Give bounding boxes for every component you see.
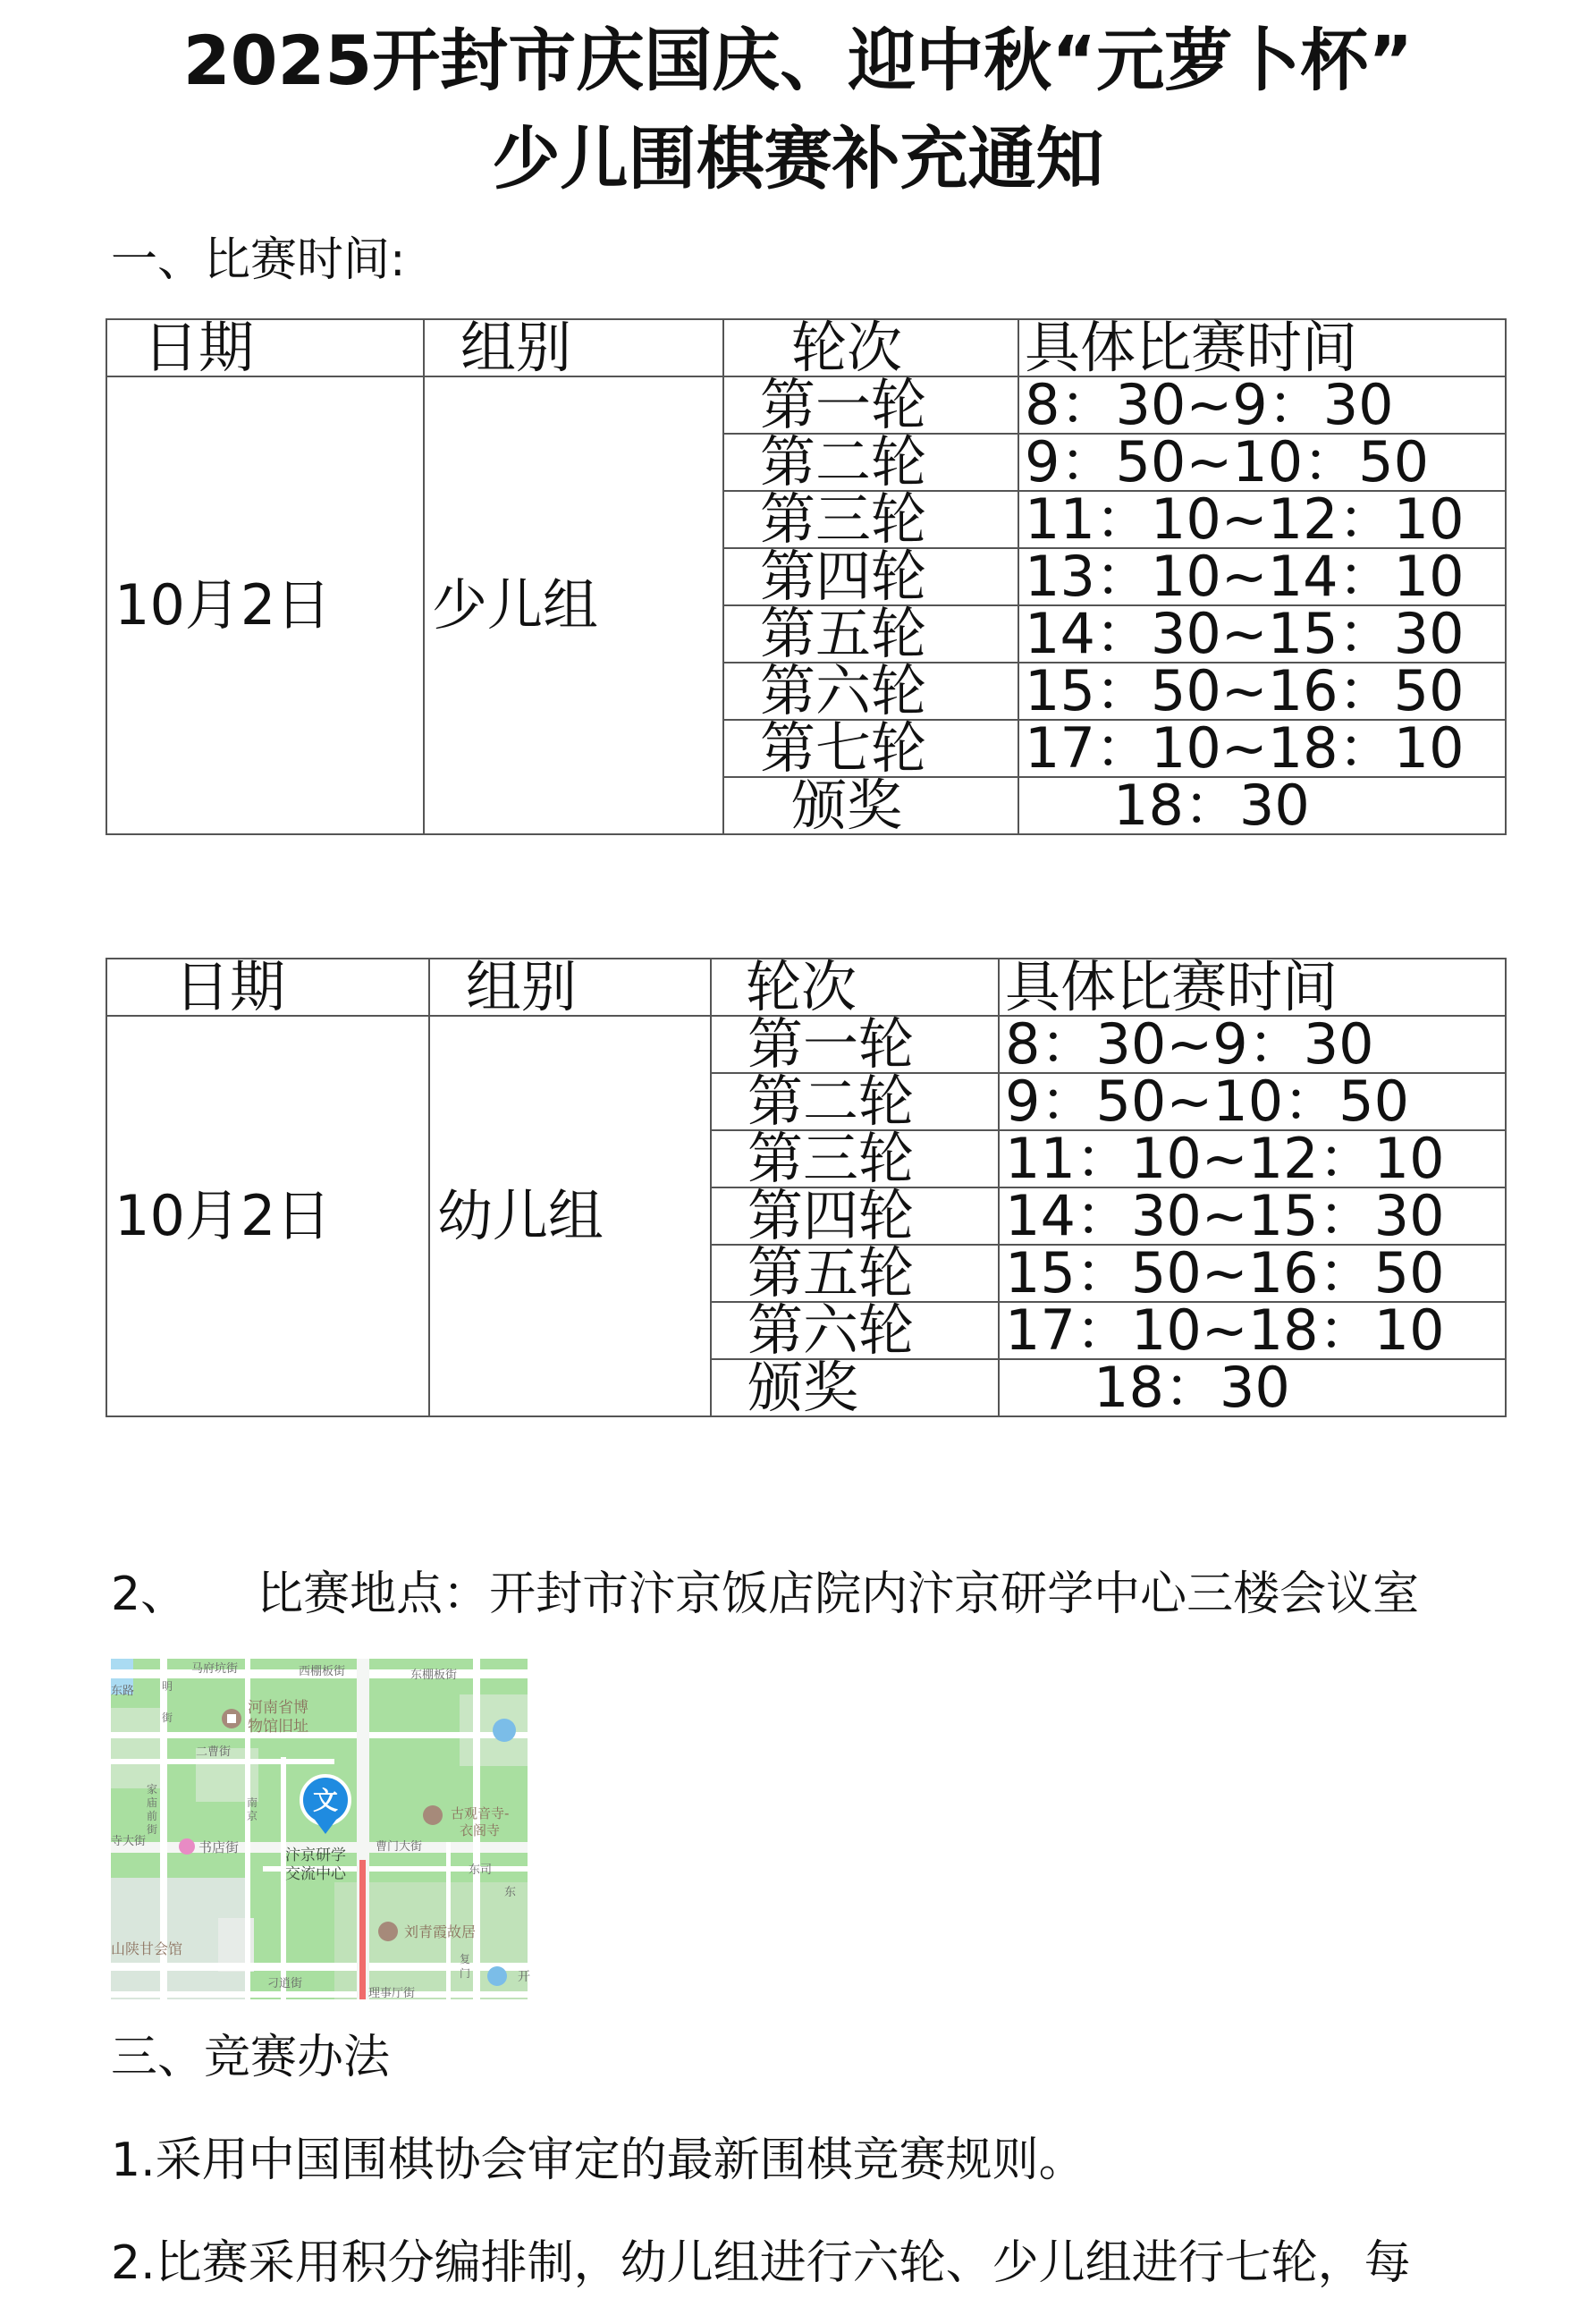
map-label: 街: [147, 1823, 158, 1836]
schedule-table-youth: [106, 315, 1507, 838]
map-road: [111, 1732, 528, 1738]
map-label: 京: [247, 1810, 258, 1822]
map-canvas: [111, 1659, 528, 1999]
map-label: 东棚板街: [410, 1669, 458, 1682]
round-cell: 第七轮: [723, 720, 1018, 777]
title-line-2: 少儿围棋赛补充通知: [492, 119, 1104, 199]
round-cell: 第一轮: [711, 1016, 999, 1073]
map-label: 汴京研学: [285, 1846, 346, 1864]
time-cell: 9：50~10：50: [999, 1073, 1506, 1130]
time-cell: 15：50~16：50: [1018, 663, 1506, 720]
date-cell: 10月2日: [106, 1016, 429, 1416]
time-cell: 11：10~12：10: [1018, 491, 1506, 548]
map-label: 庙: [147, 1796, 158, 1809]
header-date: 日期: [106, 319, 424, 376]
venue-map[interactable]: [111, 1659, 528, 1999]
group-cell: 幼儿组: [429, 1016, 711, 1416]
table-row: [106, 1016, 1506, 1073]
round-cell: 第四轮: [711, 1187, 999, 1245]
round-cell: 第三轮: [711, 1130, 999, 1187]
map-label: 古观音寺-: [451, 1805, 510, 1821]
map-label: 交流中心: [285, 1865, 346, 1883]
round-cell: 第二轮: [711, 1073, 999, 1130]
school-icon: [487, 1966, 507, 1986]
date-cell: 10月2日: [106, 376, 424, 834]
map-label: 寺大街: [111, 1835, 147, 1848]
venue-line: 2、 比赛地点：开封市汴京饭店院内汴京研学中心三楼会议室: [111, 1568, 1420, 1621]
rule-1: 1.采用中国围棋协会审定的最新围棋竞赛规则。: [111, 2134, 1085, 2187]
map-label: 南: [247, 1796, 258, 1809]
round-cell: 第六轮: [711, 1302, 999, 1359]
time-cell: 15：50~16：50: [999, 1245, 1506, 1302]
round-cell: 第六轮: [723, 663, 1018, 720]
map-road: [446, 1842, 451, 1999]
map-road: [111, 1991, 528, 1998]
map-main-road: [359, 1860, 366, 1999]
time-cell: 13：10~14：10: [1018, 548, 1506, 605]
shopping-icon: [179, 1838, 195, 1855]
round-cell: 颁奖: [723, 777, 1018, 834]
round-cell: 第四轮: [723, 548, 1018, 605]
time-cell: 14：30~15：30: [999, 1187, 1506, 1245]
map-label: 开: [518, 1970, 530, 1984]
title-line-1: 2025开封市庆国庆、迎中秋“元萝卜杯”: [182, 21, 1414, 100]
table-header-row: [106, 959, 1506, 1016]
temple-icon: [423, 1805, 443, 1825]
schedule-table-kids: [106, 954, 1507, 1420]
round-cell: 第五轮: [711, 1245, 999, 1302]
round-cell: 第一轮: [723, 376, 1018, 434]
header-round: 轮次: [723, 319, 1018, 376]
marker-label: 文: [312, 1786, 339, 1815]
rule-2: 2.比赛采用积分编排制，幼儿组进行六轮、少儿组进行七轮，每: [111, 2236, 1411, 2290]
map-label: 明: [162, 1680, 173, 1693]
museum-icon-glyph: [227, 1714, 236, 1723]
time-cell: 8：30~9：30: [999, 1016, 1506, 1073]
time-cell: 8：30~9：30: [1018, 376, 1506, 434]
round-cell: 第二轮: [723, 434, 1018, 491]
time-cell: 17：10~18：10: [1018, 720, 1506, 777]
map-road: [111, 1759, 334, 1764]
map-label: 刁逍街: [267, 1977, 303, 1990]
round-cell: 第三轮: [723, 491, 1018, 548]
map-label: 复: [460, 1953, 471, 1965]
time-cell: 11：10~12：10: [999, 1130, 1506, 1187]
map-label: 刘青霞故居: [404, 1923, 477, 1940]
time-cell: 18：30: [1018, 777, 1506, 834]
table-row: [106, 376, 1506, 434]
time-cell: 14：30~15：30: [1018, 605, 1506, 663]
header-round: 轮次: [711, 959, 999, 1016]
round-cell: 颁奖: [711, 1359, 999, 1416]
section-1-heading: 一、比赛时间:: [111, 233, 406, 287]
map-label: 山陕甘会馆: [111, 1940, 183, 1957]
header-date: 日期: [106, 959, 429, 1016]
map-label: 理事厅街: [368, 1987, 416, 2000]
map-label: 前: [147, 1810, 158, 1822]
map-block: [111, 1708, 165, 1788]
map-label: 书店街: [198, 1839, 240, 1855]
school-icon: [493, 1719, 516, 1742]
time-cell: 17：10~18：10: [999, 1302, 1506, 1359]
map-label: 二曹街: [196, 1745, 232, 1759]
map-label: 物馆旧址: [248, 1718, 308, 1736]
map-label: 家: [147, 1783, 158, 1796]
header-time: 具体比赛时间: [1018, 319, 1506, 376]
round-cell: 第五轮: [723, 605, 1018, 663]
header-group: 组别: [424, 319, 723, 376]
header-group: 组别: [429, 959, 711, 1016]
time-cell: 9：50~10：50: [1018, 434, 1506, 491]
time-cell: 18：30: [999, 1359, 1506, 1416]
residence-icon: [378, 1922, 398, 1941]
header-time: 具体比赛时间: [999, 959, 1506, 1016]
map-label: 街: [162, 1711, 173, 1724]
map-label: 衣阁寺: [460, 1822, 501, 1838]
map-label: 马府坑街: [191, 1662, 239, 1676]
table-header-row: [106, 319, 1506, 376]
group-cell: 少儿组: [424, 376, 723, 834]
map-label: 河南省博: [248, 1699, 308, 1717]
map-label: 东: [504, 1886, 517, 1899]
map-label: 东路: [111, 1685, 135, 1698]
section-3-heading: 三、竞赛办法: [111, 2031, 391, 2084]
map-label: 西棚板街: [299, 1665, 346, 1678]
map-label: 东司: [469, 1863, 493, 1877]
map-label: 门: [460, 1967, 471, 1980]
map-label: 曹门大街: [376, 1840, 423, 1854]
